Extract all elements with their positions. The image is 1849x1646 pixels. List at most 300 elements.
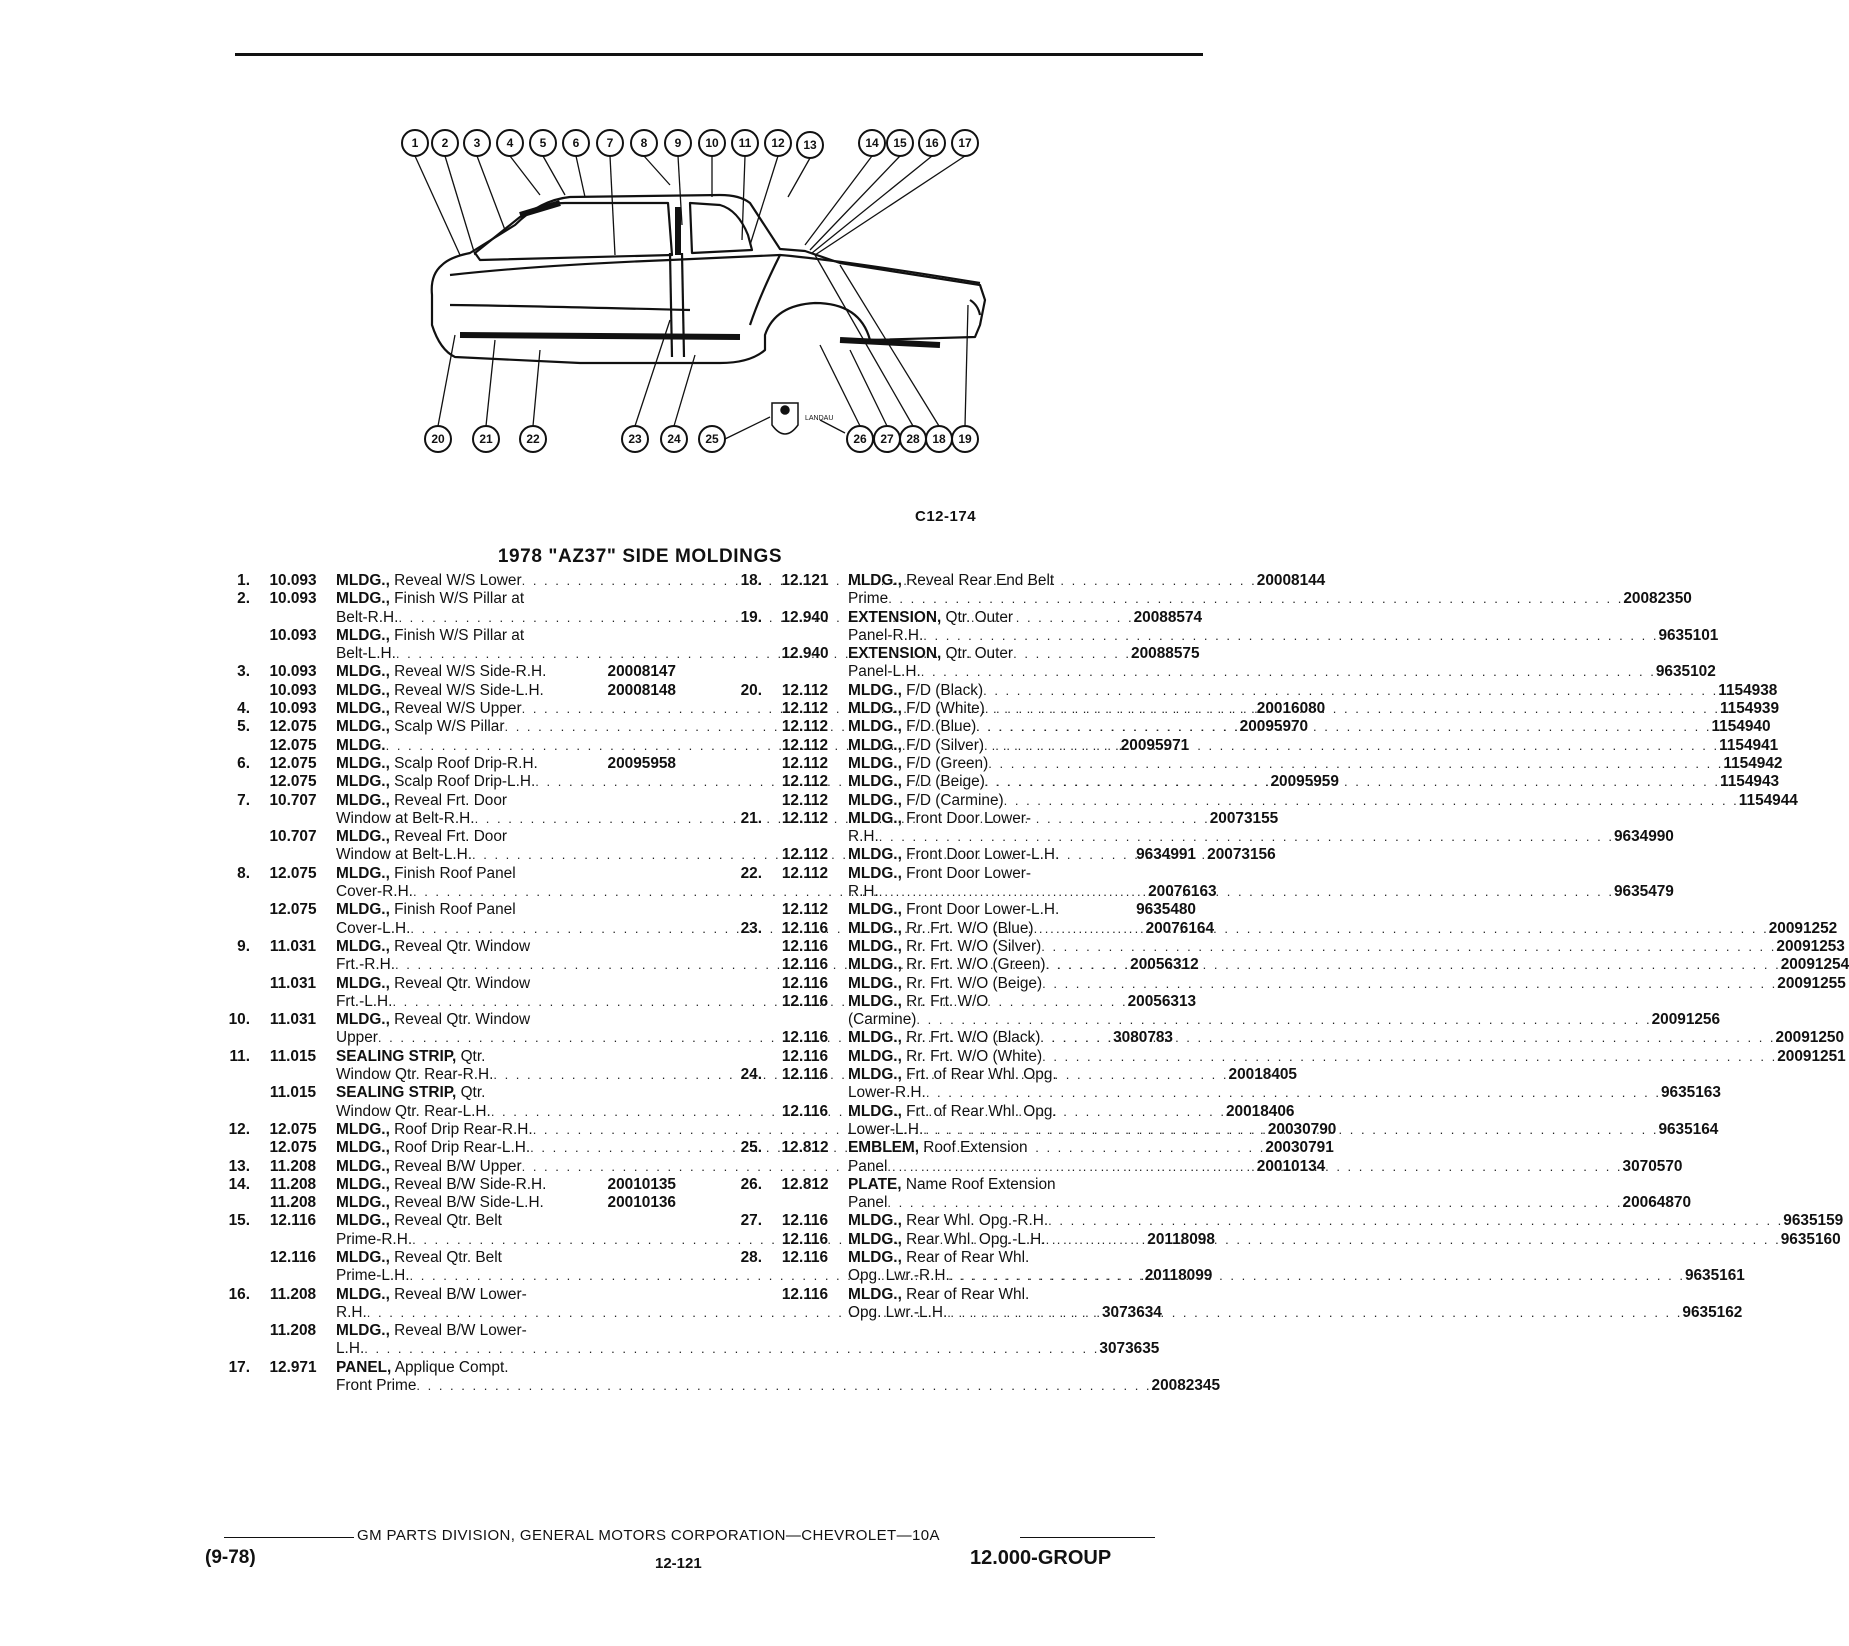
- parts-row: [727, 736, 1779, 755]
- parts-row: [727, 828, 1674, 846]
- dot-leader: [888, 590, 1623, 608]
- dot-leader: [485, 1048, 676, 1066]
- part-name: MLDG.,: [336, 828, 390, 846]
- part-description: [336, 737, 386, 755]
- item-number: [215, 737, 250, 755]
- parts-row: [727, 883, 1674, 901]
- dot-leader: [509, 1359, 676, 1377]
- page-title: 1978 "AZ37" SIDE MOLDINGS: [497, 546, 783, 567]
- part-name: MLDG.,: [848, 572, 902, 589]
- callout-number: 2: [441, 136, 449, 150]
- dot-leader: [985, 773, 1720, 791]
- item-number: [727, 1158, 762, 1176]
- parts-row: [727, 919, 1838, 938]
- item-number: [215, 609, 250, 627]
- item-number: 5.: [237, 718, 250, 736]
- callout-number: 14: [865, 136, 879, 150]
- part-description: [336, 1029, 378, 1047]
- part-number: 20018405: [1228, 1066, 1297, 1084]
- item-number: 15.: [228, 1212, 250, 1230]
- part-detail: Roof Extension: [918, 1139, 1028, 1157]
- group-number: 12.812: [781, 1139, 829, 1157]
- item-number: [215, 627, 250, 645]
- part-description: [848, 1066, 1057, 1084]
- item-number: [727, 1286, 762, 1304]
- parts-row: [215, 1048, 676, 1066]
- group-number: 12.116: [781, 1102, 829, 1120]
- parts-row: [727, 1084, 1721, 1102]
- group-number: 12.116: [781, 1248, 829, 1266]
- group-number: 10.093: [269, 572, 317, 589]
- dot-leader: [524, 627, 676, 645]
- group-number: 12.121: [781, 572, 829, 589]
- dot-leader: [1004, 792, 1739, 810]
- part-number: 20088574: [1133, 608, 1203, 626]
- item-number: [215, 1249, 250, 1267]
- group-number: 12.116: [781, 937, 829, 955]
- parts-row: [727, 590, 1692, 608]
- part-number: 20076164: [1145, 919, 1215, 937]
- part-number: 20091253: [1776, 937, 1845, 955]
- item-number: [215, 1377, 250, 1395]
- part-number: 20016080: [1256, 700, 1326, 718]
- group-number: [762, 627, 848, 645]
- part-detail: Reveal W/S Side-L.H.: [389, 681, 544, 699]
- part-description: [848, 773, 985, 791]
- parts-row: [215, 1212, 676, 1230]
- item-number: [727, 975, 762, 993]
- item-number: [727, 1029, 762, 1047]
- item-number: [215, 810, 250, 828]
- group-number: 12.075: [269, 754, 317, 772]
- part-number: 20082350: [1623, 590, 1692, 608]
- group-number: 12.075: [269, 773, 317, 791]
- dot-leader: [985, 700, 1720, 718]
- part-detail: Panel: [848, 1157, 888, 1175]
- parts-row: [215, 938, 676, 956]
- part-name: MLDG.,: [848, 736, 902, 754]
- part-detail: Qtr.: [456, 1047, 486, 1065]
- part-number: 20056313: [1127, 992, 1197, 1010]
- callout-number: 8: [640, 136, 648, 150]
- parts-row: [727, 1176, 1196, 1194]
- dot-leader: [546, 1176, 607, 1194]
- group-number: [250, 609, 336, 627]
- item-number: [727, 1231, 762, 1249]
- callout-number: 21: [479, 432, 493, 446]
- part-description: [848, 1084, 926, 1102]
- part-detail: Scalp Roof Drip-R.H.: [389, 754, 538, 772]
- group-number: 12.075: [269, 736, 317, 754]
- part-description: [848, 810, 1031, 828]
- dot-leader: [887, 1194, 1622, 1212]
- part-number: 1154943: [1720, 773, 1780, 791]
- group-number: 12.112: [781, 736, 829, 754]
- item-number: [215, 645, 250, 663]
- part-description: [848, 1286, 1029, 1304]
- part-name: MLDG.,: [336, 1212, 390, 1230]
- item-number: 26.: [740, 1175, 762, 1193]
- part-name: MLDG.,: [336, 791, 390, 809]
- group-number: 11.031: [269, 937, 317, 955]
- part-description: [848, 700, 985, 718]
- part-description: [336, 1158, 522, 1176]
- dot-leader: [1056, 1176, 1196, 1194]
- callout-labels: [412, 136, 972, 446]
- part-detail: Lower-R.H.: [848, 1084, 926, 1102]
- group-number: 11.015: [269, 1047, 317, 1065]
- item-number: [727, 993, 762, 1011]
- callout-number: 27: [880, 432, 894, 446]
- parts-row: [727, 974, 1846, 993]
- item-number: [727, 1267, 762, 1285]
- part-name: MLDG.,: [336, 590, 390, 608]
- group-number: [250, 846, 336, 864]
- parts-row: [727, 572, 1196, 590]
- part-description: [848, 1121, 923, 1139]
- callout-number: 12: [771, 136, 785, 150]
- callout-number: 15: [893, 136, 907, 150]
- part-number: 20056312: [1130, 956, 1199, 974]
- callout-number: 1: [411, 136, 419, 150]
- part-detail: Reveal Rear End Belt: [901, 572, 1055, 589]
- callout-number: 26: [853, 432, 867, 446]
- part-detail: Prime-L.H.: [336, 1267, 410, 1285]
- dot-leader: [1013, 645, 1196, 663]
- part-number: 20095958: [607, 754, 676, 772]
- item-number: [215, 828, 250, 846]
- dot-leader: [516, 865, 676, 883]
- part-description: [848, 755, 988, 773]
- parts-row: [727, 937, 1845, 956]
- part-description: [336, 1267, 410, 1285]
- part-detail: Front Door Lower-: [901, 809, 1032, 827]
- footer-date: (9-78): [205, 1547, 256, 1568]
- group-number: [762, 1194, 848, 1212]
- parts-row: [727, 993, 1196, 1011]
- part-number: 1154941: [1719, 736, 1779, 754]
- parts-row: [727, 1303, 1743, 1322]
- dot-leader: [887, 1158, 1622, 1176]
- part-description: [336, 755, 538, 773]
- group-number: [250, 956, 336, 974]
- part-detail: L.H.: [336, 1340, 365, 1358]
- group-number: 10.093: [269, 663, 317, 681]
- part-number: 9635480: [1136, 901, 1196, 919]
- part-detail: Reveal B/W Side-R.H.: [389, 1175, 547, 1193]
- dot-leader: [502, 1249, 676, 1267]
- part-description: [848, 920, 1034, 938]
- part-description: [848, 828, 879, 846]
- group-number: 10.093: [269, 700, 317, 718]
- part-detail: R.H.: [848, 828, 879, 846]
- part-name: MLDG.,: [336, 626, 390, 644]
- part-name: MLDG.,: [336, 937, 390, 955]
- parts-row: [727, 754, 1783, 773]
- part-detail: Reveal Qtr. Window: [389, 1011, 531, 1029]
- dot-leader: [524, 590, 676, 608]
- group-number: [250, 1029, 336, 1047]
- item-number: 22.: [740, 864, 762, 882]
- parts-row: [215, 1359, 676, 1377]
- part-name: MLDG.,: [336, 1322, 390, 1340]
- callouts-top: [402, 130, 978, 158]
- group-number: 12.112: [781, 754, 829, 772]
- part-detail: Rr. Frt. W/O (Blue): [901, 919, 1034, 937]
- group-number: [762, 883, 848, 901]
- part-detail: Reveal Qtr. Window: [389, 974, 531, 992]
- dot-leader: [984, 737, 1719, 755]
- part-number: 20091255: [1777, 974, 1846, 992]
- item-number: 6.: [237, 754, 250, 772]
- part-name: MLDG.,: [848, 1230, 902, 1248]
- item-number: [727, 627, 762, 645]
- part-description: [336, 718, 504, 736]
- callout-number: 11: [738, 136, 752, 150]
- group-number: [250, 1340, 336, 1358]
- item-number: [215, 1029, 250, 1047]
- item-number: 27.: [740, 1212, 762, 1230]
- dot-leader: [1013, 609, 1196, 627]
- item-number: [215, 883, 250, 901]
- item-number: [727, 1103, 762, 1121]
- group-number: 11.031: [269, 1011, 317, 1029]
- parts-row: [215, 883, 1217, 901]
- part-detail: F/D (Green): [901, 754, 989, 772]
- group-number: 12.812: [781, 1175, 829, 1193]
- part-name: MLDG.,: [336, 754, 390, 772]
- part-detail: Reveal Frt. Door: [389, 791, 508, 809]
- part-detail: Scalp W/S Pillar: [389, 718, 505, 736]
- part-description: [336, 1121, 533, 1139]
- part-description: [848, 1212, 1048, 1230]
- item-number: 8.: [237, 864, 250, 882]
- dot-leader: [988, 993, 1196, 1011]
- part-description: [848, 1103, 1057, 1121]
- part-name: PANEL,: [336, 1358, 392, 1376]
- part-description: [336, 810, 475, 828]
- part-name: MLDG.: [336, 736, 386, 754]
- callout-number: 22: [526, 432, 540, 446]
- item-number: 28.: [740, 1248, 762, 1266]
- part-description: [336, 1304, 367, 1322]
- parts-row: [215, 590, 676, 608]
- part-description: [848, 975, 1042, 993]
- group-number: [250, 810, 336, 828]
- part-description: [848, 1304, 947, 1322]
- part-name: MLDG.,: [336, 1157, 390, 1175]
- part-name: MLDG.,: [336, 1175, 390, 1193]
- part-description: [336, 1322, 527, 1340]
- emblem-text: LANDAU: [805, 415, 834, 422]
- part-name: MLDG.,: [848, 919, 902, 937]
- part-detail: Finish Roof Panel: [389, 864, 516, 882]
- dot-leader: [879, 828, 1614, 846]
- part-detail: Panel-L.H.: [848, 663, 921, 681]
- dot-leader: [507, 828, 676, 846]
- part-number: 20118099: [1144, 1267, 1213, 1285]
- part-detail: F/D (White): [901, 700, 985, 718]
- dot-leader: [1057, 1103, 1196, 1121]
- parts-row: [727, 791, 1798, 810]
- parts-row: [727, 956, 1849, 974]
- group-number: 11.208: [269, 1157, 317, 1175]
- group-number: 10.093: [269, 590, 317, 608]
- parts-row: [727, 1103, 1196, 1121]
- part-number: 3073634: [1101, 1303, 1162, 1321]
- part-detail: Roof Drip Rear-L.H.: [389, 1139, 531, 1157]
- part-detail: Window Qtr. Rear-R.H.: [336, 1066, 494, 1084]
- callout-number: 5: [539, 136, 547, 150]
- parts-row: [727, 609, 1196, 627]
- item-number: [727, 938, 762, 956]
- group-number: 12.112: [781, 681, 829, 699]
- part-description: [336, 700, 522, 718]
- group-number: 12.112: [781, 864, 829, 882]
- part-name: MLDG.,: [848, 1066, 902, 1084]
- part-detail: Applique Compt.: [391, 1358, 509, 1376]
- callout-number: 13: [803, 138, 817, 152]
- item-number: 14.: [228, 1175, 250, 1193]
- dot-leader: [416, 1377, 1151, 1395]
- parts-row: [215, 1194, 676, 1212]
- part-detail: Qtr. Outer: [941, 645, 1014, 663]
- group-number: 12.112: [781, 901, 829, 919]
- item-number: 18.: [740, 572, 762, 589]
- callout-number: 28: [906, 432, 920, 446]
- item-number: 12.: [228, 1120, 250, 1138]
- item-number: [727, 663, 762, 681]
- group-number: 12.116: [781, 919, 829, 937]
- part-name: EMBLEM,: [848, 1139, 919, 1157]
- part-detail: Opg. Lwr.-L.H.: [848, 1303, 948, 1321]
- dot-leader: [1029, 1286, 1196, 1304]
- callout-number: 17: [958, 136, 972, 150]
- group-number: [762, 590, 848, 608]
- parts-row: [727, 865, 1196, 883]
- part-number: 9635160: [1780, 1230, 1841, 1248]
- group-number: 12.940: [781, 645, 829, 663]
- part-detail: Rr. Frt. W/O: [901, 992, 989, 1010]
- part-name: MLDG.,: [336, 864, 390, 882]
- part-number: 20064870: [1622, 1194, 1692, 1212]
- group-number: 12.112: [781, 846, 829, 864]
- part-description: [848, 993, 988, 1011]
- item-number: [727, 590, 762, 608]
- part-description: [336, 663, 546, 681]
- part-detail: Cover-R.H.: [336, 883, 413, 901]
- group-number: [762, 1304, 848, 1322]
- group-number: 10.093: [269, 681, 317, 699]
- part-number: 20010136: [607, 1194, 676, 1212]
- item-number: 4.: [237, 700, 250, 718]
- item-number: [727, 1048, 762, 1066]
- part-description: [336, 828, 507, 846]
- part-description: [848, 1011, 916, 1029]
- part-detail: Reveal Frt. Door: [389, 828, 508, 846]
- part-detail: Reveal Qtr. Window: [389, 937, 531, 955]
- part-description: [336, 590, 524, 608]
- part-description: [336, 938, 530, 956]
- group-number: 11.015: [269, 1084, 317, 1102]
- part-name: SEALING STRIP,: [336, 1084, 457, 1102]
- item-number: [215, 975, 250, 993]
- part-detail: Frt.-L.H.: [336, 992, 393, 1010]
- part-description: [848, 956, 1046, 974]
- part-description: [336, 1084, 485, 1102]
- group-number: 11.208: [269, 1194, 317, 1212]
- part-description: [336, 1194, 544, 1212]
- item-number: [215, 773, 250, 791]
- part-name: MLDG.,: [848, 1102, 902, 1120]
- parts-row: [727, 1047, 1846, 1066]
- part-detail: Front Prime: [336, 1377, 417, 1395]
- callout-number: 25: [705, 432, 719, 446]
- part-name: PLATE,: [848, 1175, 902, 1193]
- part-name: MLDG.,: [848, 809, 902, 827]
- part-detail: Finish W/S Pillar at: [389, 626, 525, 644]
- callout-number: 3: [473, 136, 481, 150]
- car-side-moldings-illustration: [411, 125, 1060, 505]
- dot-leader: [527, 1286, 676, 1304]
- part-number: 3080783: [1113, 1029, 1173, 1047]
- dot-leader: [1057, 1066, 1196, 1084]
- part-description: [336, 609, 398, 627]
- part-number: 20010135: [607, 1175, 676, 1193]
- group-number: [762, 828, 848, 846]
- part-name: MLDG.,: [336, 1011, 390, 1029]
- part-description: [336, 1139, 530, 1157]
- group-number: 12.116: [781, 992, 829, 1010]
- item-number: [727, 901, 762, 919]
- footer-group: 12.000-GROUP: [970, 1547, 1112, 1569]
- part-description: [336, 993, 392, 1011]
- dot-leader: [1041, 938, 1776, 956]
- part-description: [848, 1176, 1056, 1194]
- footer-rule-left: [224, 1537, 354, 1538]
- part-name: MLDG.,: [848, 1248, 902, 1266]
- group-number: [762, 1121, 848, 1139]
- part-description: [336, 1340, 364, 1358]
- part-description: [336, 883, 413, 901]
- item-number: [727, 755, 762, 773]
- part-description: [336, 1286, 527, 1304]
- dot-leader: [1046, 956, 1781, 974]
- dot-leader: [1034, 920, 1769, 938]
- dot-leader: [538, 755, 608, 773]
- parts-row: [215, 1377, 1221, 1395]
- item-number: [727, 773, 762, 791]
- part-detail: Cover-L.H.: [336, 919, 411, 937]
- part-description: [336, 1011, 530, 1029]
- part-description: [848, 590, 888, 608]
- part-description: [848, 883, 879, 901]
- item-number: [215, 1194, 250, 1212]
- part-detail: R.H.: [336, 1303, 367, 1321]
- dot-leader: [923, 627, 1658, 645]
- parts-row: [727, 901, 1196, 919]
- part-detail: Rear Whl. Opg.-L.H.: [901, 1230, 1046, 1248]
- dot-leader: [1031, 865, 1196, 883]
- parts-row: [215, 663, 676, 681]
- part-description: [336, 846, 472, 864]
- part-name: MLDG.,: [848, 1212, 902, 1230]
- dot-leader: [527, 1322, 676, 1340]
- part-description: [848, 1139, 1028, 1157]
- part-name: MLDG.,: [848, 681, 902, 699]
- part-detail: R.H.: [848, 883, 879, 901]
- part-detail: Window Qtr. Rear-L.H.: [336, 1102, 491, 1120]
